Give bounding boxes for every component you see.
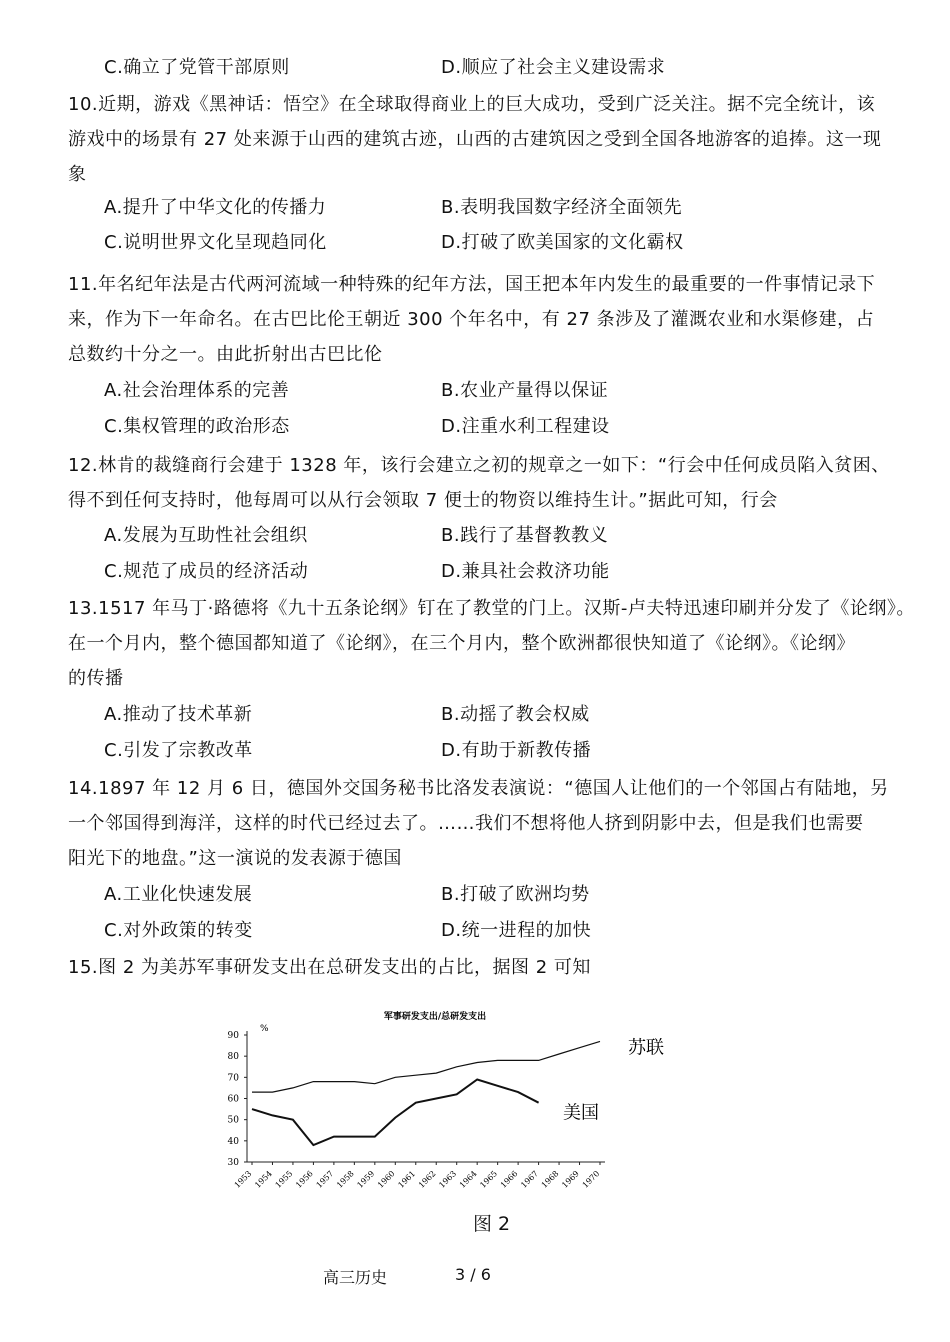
q12-option-c: C.规范了成员的经济活动	[104, 561, 309, 582]
q11-stem-line2: 来，作为下一年命名。在古巴比伦王朝近 300 个年名中，有 27 条涉及了灌溉农业和水渠修建，占	[68, 309, 875, 330]
q11-option-b: B.农业产量得以保证	[441, 380, 609, 401]
q11-option-c: C.集权管理的政治形态	[104, 416, 290, 437]
q10-stem-line1: 10.近期，游戏《黑神话：悟空》在全球取得商业上的巨大成功，受到广泛关注。据不完全统计，该	[68, 94, 876, 115]
x-tick-label: 1962	[416, 1169, 438, 1190]
y-tick-label: 80	[227, 1052, 239, 1063]
q14-stem-line1: 14.1897 年 12 月 6 日，德国外交国务秘书比洛发表演说：“德国人让他们的一个邻国占有陆地，另	[68, 778, 889, 799]
q11-stem-line1: 11.年名纪年法是古代两河流域一种特殊的纪年方法，国王把本年内发生的最重要的一件事情记录下	[68, 274, 876, 295]
x-tick-label: 1970	[580, 1169, 602, 1190]
footer-page-number: 3 / 6	[455, 1265, 491, 1284]
series-label-usa: 美国	[563, 1102, 599, 1124]
y-tick-label: 60	[227, 1094, 239, 1105]
x-tick-label: 1958	[335, 1169, 356, 1190]
q13-stem-line2: 在一个月内，整个德国都知道了《论纲》，在三个月内，整个欧洲都很快知道了《论纲》。《论纲》	[68, 633, 855, 654]
q12-option-b: B.践行了基督教教义	[441, 525, 609, 546]
q15-stem-line1: 15.图 2 为美苏军事研发支出在总研发支出的占比，据图 2 可知	[68, 957, 591, 978]
y-axis-unit-label: %	[260, 1024, 269, 1034]
figure-caption: 图 2	[473, 1213, 511, 1235]
q12-option-d: D.兼具社会救济功能	[441, 561, 610, 582]
y-tick-label: 90	[227, 1031, 239, 1041]
q13-option-b: B.动摇了教会权威	[441, 704, 590, 725]
x-tick-label: 1968	[539, 1169, 561, 1190]
q10-option-a: A.提升了中华文化的传播力	[104, 197, 327, 218]
y-tick-label: 70	[227, 1073, 239, 1084]
x-tick-label: 1963	[437, 1169, 459, 1190]
x-tick-label: 1957	[314, 1169, 336, 1190]
q14-stem-line3: 阳光下的地盘。”这一演说的发表源于德国	[68, 848, 402, 869]
q10-stem-line3: 象	[68, 164, 87, 185]
q14-option-d: D.统一进程的加快	[441, 920, 592, 941]
x-tick-label: 1965	[478, 1169, 500, 1190]
q12-stem-line2: 得不到任何支持时，他每周可以从行会领取 7 便士的物资以维持生计。”据此可知，行会	[68, 490, 778, 511]
q13-option-d: D.有助于新教传播	[441, 740, 592, 761]
q14-option-a: A.工业化快速发展	[104, 884, 253, 905]
q14-stem-line2: 一个邻国得到海洋，这样的时代已经过去了。……我们不想将他人挤到阴影中去，但是我们也需要	[68, 813, 864, 834]
x-tick-label: 1964	[457, 1169, 479, 1190]
x-tick-label: 1966	[498, 1169, 520, 1190]
x-tick-label: 1967	[519, 1169, 541, 1190]
q12-stem-line1: 12.林肯的裁缝商行会建于 1328 年，该行会建立之初的规章之一如下：“行会中任何成员陷入贫困、	[68, 455, 890, 476]
q14-option-b: B.打破了欧洲均势	[441, 884, 590, 905]
series-label-ussr: 苏联	[628, 1037, 664, 1059]
x-tick-label: 1960	[375, 1169, 397, 1190]
y-tick-label: 30	[227, 1158, 239, 1168]
q13-stem-line1: 13.1517 年马丁·路德将《九十五条论纲》钉在了教堂的门上。汉斯-卢夫特迅速印刷并分发了《论纲》。	[68, 598, 915, 619]
series-line-ussr	[252, 1041, 600, 1092]
q9-option-c: C.确立了党管干部原则	[104, 57, 290, 78]
x-tick-label: 1969	[560, 1169, 581, 1190]
q10-option-d: D.打破了欧美国家的文化霸权	[441, 232, 684, 253]
q10-stem-line2: 游戏中的场景有 27 处来源于山西的建筑古迹，山西的古建筑因之受到全国各地游客的追捧。这一现	[68, 129, 882, 150]
x-tick-label: 1954	[253, 1169, 274, 1190]
q11-option-a: A.社会治理体系的完善	[104, 380, 290, 401]
q13-option-c: C.引发了宗教改革	[104, 740, 253, 761]
q11-stem-line3: 总数约十分之一。由此折射出古巴比伦	[68, 344, 383, 365]
x-tick-label: 1955	[273, 1169, 295, 1190]
q10-option-b: B.表明我国数字经济全面领先	[441, 197, 683, 218]
footer-subject: 高三历史	[323, 1268, 388, 1287]
y-tick-label: 40	[227, 1136, 239, 1147]
figure-2-chart	[200, 1005, 700, 1195]
q11-option-d: D.注重水利工程建设	[441, 416, 610, 437]
x-tick-label: 1956	[294, 1169, 315, 1190]
x-tick-label: 1959	[355, 1169, 377, 1190]
chart-title: 军事研发支出/总研发支出	[383, 1012, 487, 1022]
q10-option-c: C.说明世界文化呈现趋同化	[104, 232, 327, 253]
q14-option-c: C.对外政策的转变	[104, 920, 253, 941]
y-tick-label: 50	[227, 1115, 239, 1126]
q13-stem-line3: 的传播	[68, 668, 124, 689]
series-line-usa	[252, 1080, 539, 1146]
q9-option-d: D.顺应了社会主义建设需求	[441, 57, 666, 78]
q13-option-a: A.推动了技术革新	[104, 704, 253, 725]
x-tick-label: 1953	[232, 1169, 254, 1190]
q12-option-a: A.发展为互助性社会组织	[104, 525, 308, 546]
x-tick-label: 1961	[396, 1169, 418, 1190]
chart-svg	[200, 1005, 700, 1195]
